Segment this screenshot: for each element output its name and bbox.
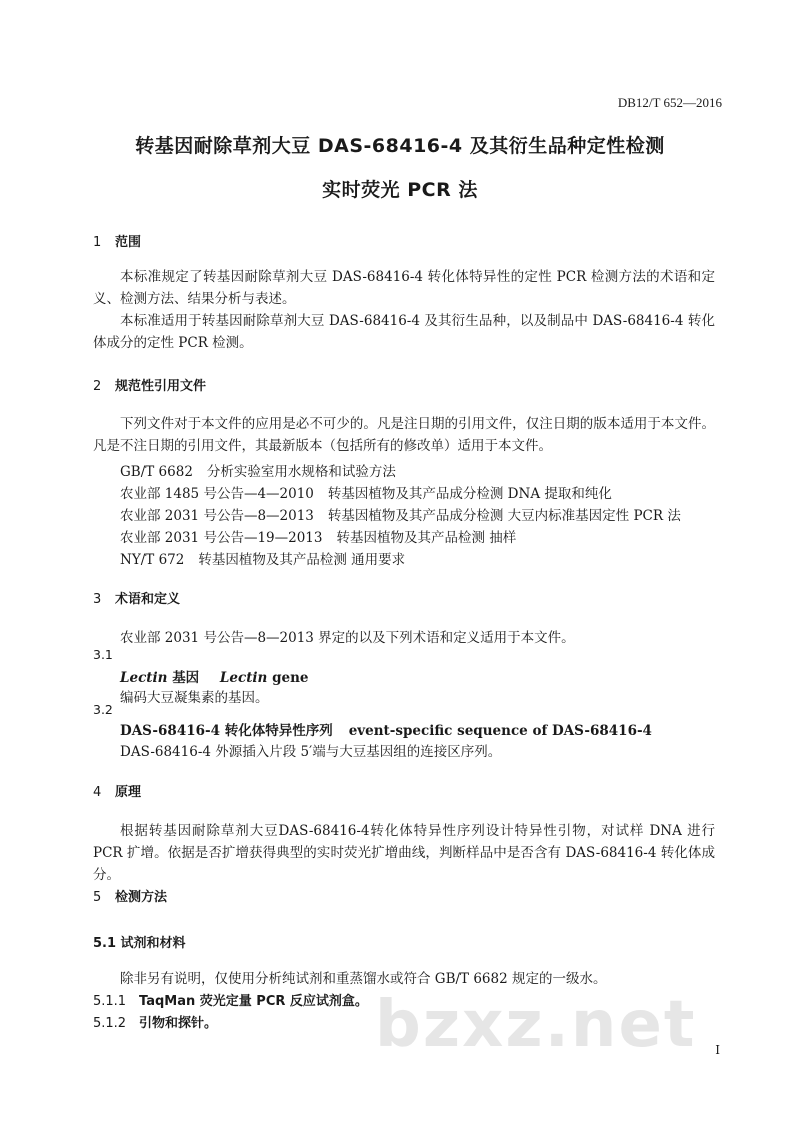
paragraph: 除非另有说明，仅使用分析纯试剂和重蒸馏水或符合 GB/T 6682 规定的一级水。 — [120, 971, 607, 987]
section-1-heading — [93, 231, 141, 250]
reference-title: 转基因植物及其产品成分检测 DNA 提取和纯化 — [327, 486, 612, 502]
paragraph: 本标准适用于转基因耐除草剂大豆 DAS-68416-4 及其衍生品种，以及制品中 DAS-68416-4 转化体成分的定性 PCR 检测。 — [93, 313, 715, 351]
reference-title: 转基因植物及其产品检测 抽样 — [336, 530, 517, 546]
reference-title: 转基因植物及其产品成分检测 大豆内标准基因定性 PCR 法 — [327, 508, 681, 524]
term-italic: Lectin — [219, 670, 268, 686]
reference-item — [120, 504, 681, 524]
reference-code: 农业部 2031 号公告—19—2013 — [120, 530, 323, 546]
section-5-heading — [93, 886, 167, 905]
term-definition: 编码大豆凝集素的基因。 — [120, 690, 269, 706]
reference-title: 转基因植物及其产品检测 通用要求 — [198, 552, 406, 568]
paragraph: 下列文件对于本文件的应用是必不可少的。凡是注日期的引用文件，仅注日期的版本适用于本文件。凡是不注日期的引用文件，其最新版本（包括所有的修改单）适用于本文件。 — [93, 416, 715, 454]
section-number: 4 — [93, 785, 102, 800]
reference-code: NY/T 672 — [120, 552, 185, 568]
section-number: 1 — [93, 235, 102, 250]
paragraph: 根据转基因耐除草剂大豆DAS-68416-4转化体特异性序列设计特异性引物，对试样 DNA 进行 PCR 扩增。依据是否扩增获得典型的实时荧光扩增曲线，判断样品中是否含有 DAS-68416-4 转化体成分。 — [93, 823, 715, 883]
reference-code: GB/T 6682 — [120, 464, 193, 480]
item-text: 引物和探针。 — [139, 1016, 218, 1031]
subsection-heading — [93, 932, 186, 951]
reference-item — [120, 460, 396, 480]
reference-item — [120, 526, 516, 546]
document-code: DB12/T 652—2016 — [617, 95, 722, 110]
item-number: 5.1.2 — [93, 1016, 127, 1031]
document-subtitle: 实时荧光 PCR 法 — [322, 179, 478, 201]
term-english: gene — [272, 670, 309, 686]
list-item — [93, 1012, 217, 1031]
term-english: event-specific sequence of DAS-68416-4 — [348, 723, 652, 739]
section-4-heading — [93, 781, 141, 800]
term-definition: DAS-68416-4 外源插入片段 5′端与大豆基因组的连接区序列。 — [120, 744, 502, 760]
term-italic: Lectin — [120, 670, 168, 686]
watermark: bzxz.net — [375, 988, 697, 1062]
reference-code: 农业部 1485 号公告—4—2010 — [120, 486, 314, 502]
section-number: 2 — [93, 379, 102, 394]
section-title: 术语和定义 — [115, 592, 181, 607]
page-number: I — [715, 1043, 720, 1057]
term-chinese: 基因 — [172, 670, 200, 686]
paragraph: 本标准规定了转基因耐除草剂大豆 DAS-68416-4 转化体特异性的定性 PCR 检测方法的术语和定义、检测方法、结果分析与表述。 — [93, 269, 715, 307]
section-title: 检测方法 — [115, 890, 168, 905]
section-title: 范围 — [115, 235, 142, 250]
term-heading — [120, 666, 309, 686]
list-item — [93, 990, 368, 1009]
section-title: 原理 — [115, 785, 142, 800]
section-title: 规范性引用文件 — [115, 379, 207, 394]
section-2-heading — [93, 375, 206, 394]
item-number: 5.1.1 — [93, 994, 127, 1009]
section-3-heading — [93, 588, 180, 607]
reference-item — [120, 548, 405, 568]
paragraph: 农业部 2031 号公告—8—2013 界定的以及下列术语和定义适用于本文件。 — [120, 630, 575, 646]
reference-code: 农业部 2031 号公告—8—2013 — [120, 508, 314, 524]
document-title: 转基因耐除草剂大豆 DAS-68416-4 及其衍生品种定性检测 — [135, 135, 665, 157]
reference-item — [120, 482, 612, 502]
subsection-title: 5.1 试剂和材料 — [93, 936, 186, 951]
item-text: TaqMan 荧光定量 PCR 反应试剂盒。 — [139, 994, 368, 1009]
section-number: 3 — [93, 592, 102, 607]
term-chinese: DAS-68416-4 转化体特异性序列 — [120, 723, 333, 739]
term-heading — [120, 719, 652, 739]
term-number: 3.2 — [93, 702, 113, 717]
reference-title: 分析实验室用水规格和试验方法 — [206, 464, 396, 480]
term-number: 3.1 — [93, 647, 113, 662]
section-number: 5 — [93, 890, 102, 905]
